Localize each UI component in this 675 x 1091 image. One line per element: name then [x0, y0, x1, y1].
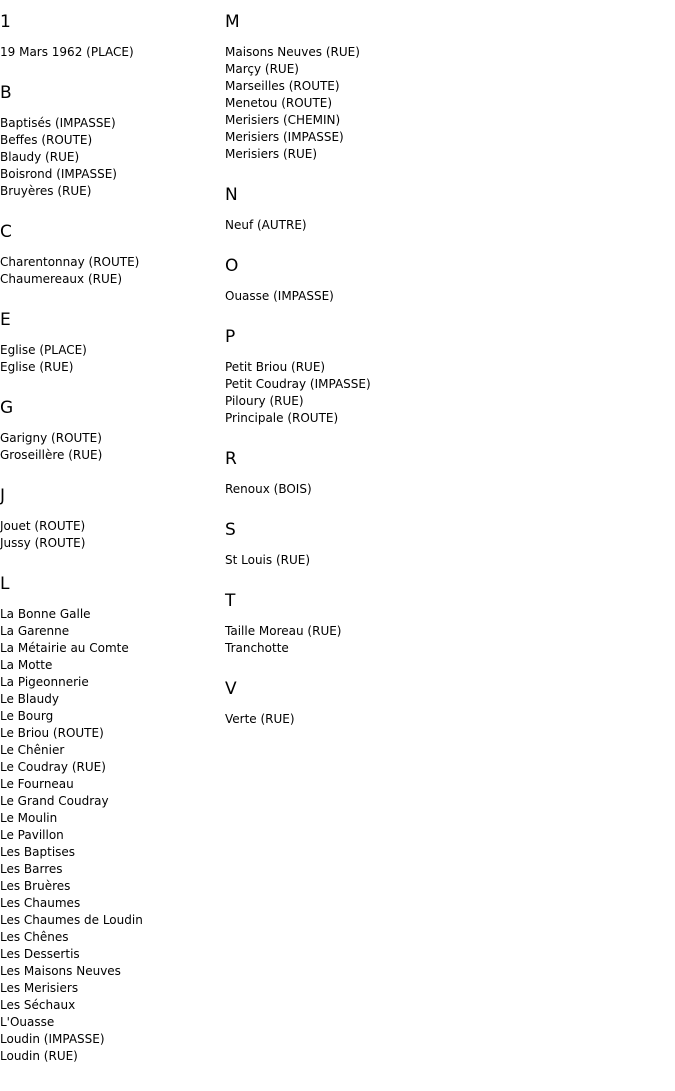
street-list	[0, 430, 222, 464]
street-list	[225, 359, 665, 427]
street-link-maisons-neuves-rue[interactable]: Maisons Neuves (RUE)	[225, 45, 360, 59]
street-link-taille-moreau-rue[interactable]: Taille Moreau (RUE)	[225, 624, 342, 638]
street-link-la-garenne[interactable]: La Garenne	[0, 624, 70, 638]
letter-heading: S	[225, 520, 236, 540]
street-link-les-brueres[interactable]: Les Bruères	[0, 879, 71, 893]
street-link-les-chaumes[interactable]: Les Chaumes	[0, 896, 81, 910]
letter-section-1	[0, 12, 222, 61]
street-link-garigny-route[interactable]: Garigny (ROUTE)	[0, 431, 102, 445]
street-link-merisiers-chemin[interactable]: Merisiers (CHEMIN)	[225, 113, 341, 127]
letter-heading: G	[0, 398, 14, 418]
street-link-le-grand-coudray[interactable]: Le Grand Coudray	[0, 794, 109, 808]
street-link-principale-route[interactable]: Principale (ROUTE)	[225, 411, 339, 425]
street-link-petit-briou-rue[interactable]: Petit Briou (RUE)	[225, 360, 326, 374]
letter-heading: C	[0, 222, 12, 242]
street-list	[225, 288, 665, 305]
street-link-baptises-impasse[interactable]: Baptisés (IMPASSE)	[0, 116, 116, 130]
letter-heading: L	[0, 574, 10, 594]
street-link-loudin-rue[interactable]: Loudin (RUE)	[0, 1049, 78, 1063]
street-index-right-column	[225, 0, 665, 750]
street-link-merisiers-impasse[interactable]: Merisiers (IMPASSE)	[225, 130, 344, 144]
letter-heading: V	[225, 679, 237, 699]
street-link-charentonnay-route[interactable]: Charentonnay (ROUTE)	[0, 255, 140, 269]
street-link-les-chaumes-de-loudin[interactable]: Les Chaumes de Loudin	[0, 913, 143, 927]
street-link-bruyeres-rue[interactable]: Bruyères (RUE)	[0, 184, 92, 198]
street-link-la-bonne-galle[interactable]: La Bonne Galle	[0, 607, 91, 621]
letter-heading: R	[225, 449, 237, 469]
street-list	[0, 115, 222, 200]
street-link-le-bourg[interactable]: Le Bourg	[0, 709, 54, 723]
letter-section-j	[0, 486, 222, 552]
street-link-neuf-autre[interactable]: Neuf (AUTRE)	[225, 218, 307, 232]
street-link-le-chenier[interactable]: Le Chênier	[0, 743, 65, 757]
street-list	[0, 254, 222, 288]
letter-section-l	[0, 574, 222, 1065]
letter-section-n	[225, 185, 665, 234]
street-link-la-metairie-au-comte[interactable]: La Métairie au Comte	[0, 641, 129, 655]
street-link-blaudy-rue[interactable]: Blaudy (RUE)	[0, 150, 80, 164]
street-list	[225, 623, 665, 657]
letter-section-e	[0, 310, 222, 376]
letter-heading: 1	[0, 12, 11, 32]
street-link-la-pigeonnerie[interactable]: La Pigeonnerie	[0, 675, 89, 689]
street-link-boisrond-impasse[interactable]: Boisrond (IMPASSE)	[0, 167, 117, 181]
letter-section-r	[225, 449, 665, 498]
letter-section-p	[225, 327, 665, 427]
street-link-19-mars-1962-place[interactable]: 19 Mars 1962 (PLACE)	[0, 45, 134, 59]
street-list	[0, 606, 222, 1065]
street-link-eglise-rue[interactable]: Eglise (RUE)	[0, 360, 74, 374]
letter-heading: N	[225, 185, 238, 205]
street-link-marseilles-route[interactable]: Marseilles (ROUTE)	[225, 79, 340, 93]
street-list	[225, 552, 665, 569]
street-link-ouasse-impasse[interactable]: Ouasse (IMPASSE)	[225, 289, 334, 303]
letter-heading: E	[0, 310, 11, 330]
street-link-le-fourneau[interactable]: Le Fourneau	[0, 777, 74, 791]
street-link-les-barres[interactable]: Les Barres	[0, 862, 63, 876]
street-link-piloury-rue[interactable]: Piloury (RUE)	[225, 394, 304, 408]
street-list	[225, 481, 665, 498]
street-list	[0, 518, 222, 552]
street-link-l-ouasse[interactable]: L'Ouasse	[0, 1015, 55, 1029]
street-link-renoux-bois[interactable]: Renoux (BOIS)	[225, 482, 312, 496]
street-link-le-pavillon[interactable]: Le Pavillon	[0, 828, 64, 842]
street-list	[225, 711, 665, 728]
street-link-chaumereaux-rue[interactable]: Chaumereaux (RUE)	[0, 272, 123, 286]
letter-section-v	[225, 679, 665, 728]
letter-section-g	[0, 398, 222, 464]
street-link-tranchotte[interactable]: Tranchotte	[225, 641, 289, 655]
letter-heading: J	[0, 486, 6, 506]
letter-heading: O	[225, 256, 239, 276]
street-link-beffes-route[interactable]: Beffes (ROUTE)	[0, 133, 93, 147]
street-list	[225, 217, 665, 234]
street-link-les-chenes[interactable]: Les Chênes	[0, 930, 69, 944]
street-list	[0, 44, 222, 61]
street-link-loudin-impasse[interactable]: Loudin (IMPASSE)	[0, 1032, 105, 1046]
street-link-merisiers-rue[interactable]: Merisiers (RUE)	[225, 147, 318, 161]
letter-heading: P	[225, 327, 236, 347]
street-link-menetou-route[interactable]: Menetou (ROUTE)	[225, 96, 333, 110]
street-link-les-dessertis[interactable]: Les Dessertis	[0, 947, 80, 961]
letter-heading: B	[0, 83, 12, 103]
street-link-les-sechaux[interactable]: Les Séchaux	[0, 998, 76, 1012]
street-link-eglise-place[interactable]: Eglise (PLACE)	[0, 343, 87, 357]
street-link-le-blaudy[interactable]: Le Blaudy	[0, 692, 59, 706]
street-link-les-baptises[interactable]: Les Baptises	[0, 845, 76, 859]
street-link-les-merisiers[interactable]: Les Merisiers	[0, 981, 79, 995]
street-list	[0, 342, 222, 376]
street-link-jouet-route[interactable]: Jouet (ROUTE)	[0, 519, 86, 533]
letter-section-m	[225, 12, 665, 163]
street-link-groseillere-rue[interactable]: Groseillère (RUE)	[0, 448, 103, 462]
letter-section-o	[225, 256, 665, 305]
street-link-jussy-route[interactable]: Jussy (ROUTE)	[0, 536, 86, 550]
letter-section-c	[0, 222, 222, 288]
street-link-le-coudray-rue[interactable]: Le Coudray (RUE)	[0, 760, 106, 774]
letter-heading: M	[225, 12, 240, 32]
street-link-la-motte[interactable]: La Motte	[0, 658, 53, 672]
street-link-st-louis-rue[interactable]: St Louis (RUE)	[225, 553, 311, 567]
letter-section-t	[225, 591, 665, 657]
letter-section-s	[225, 520, 665, 569]
street-link-les-maisons-neuves[interactable]: Les Maisons Neuves	[0, 964, 121, 978]
street-link-le-moulin[interactable]: Le Moulin	[0, 811, 58, 825]
street-link-verte-rue[interactable]: Verte (RUE)	[225, 712, 295, 726]
street-link-le-briou-route[interactable]: Le Briou (ROUTE)	[0, 726, 104, 740]
letter-section-b	[0, 83, 222, 200]
street-index-left-column	[0, 0, 222, 1087]
letter-heading: T	[225, 591, 236, 611]
street-list	[225, 44, 665, 163]
street-link-marcy-rue[interactable]: Marçy (RUE)	[225, 62, 299, 76]
street-link-petit-coudray-impasse[interactable]: Petit Coudray (IMPASSE)	[225, 377, 371, 391]
